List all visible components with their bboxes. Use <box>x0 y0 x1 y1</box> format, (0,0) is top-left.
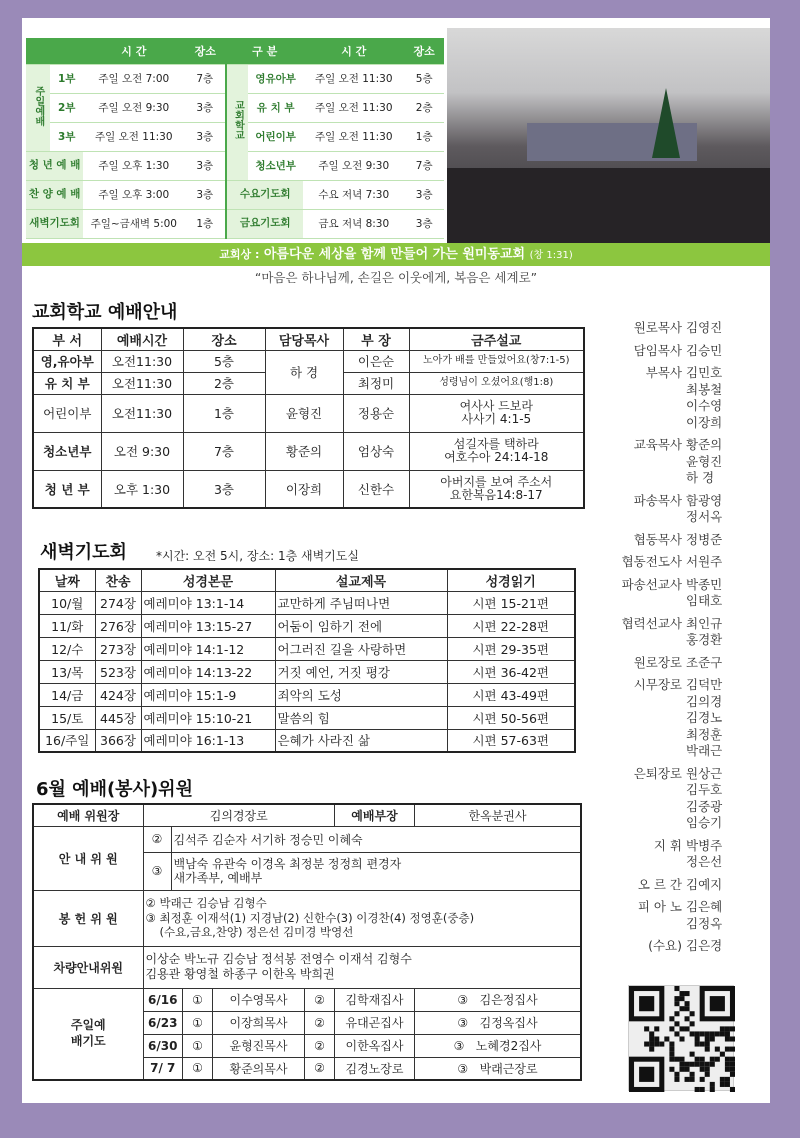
dept-cell: 청소년부 <box>33 432 101 470</box>
staff-name: 하 경 <box>686 470 715 485</box>
staff-names <box>686 320 766 337</box>
dawn-row <box>39 591 575 614</box>
worship-schedule-table <box>26 38 444 239</box>
worship-group-label: 주일예배 <box>26 64 50 151</box>
header-time-2: 시 간 <box>303 38 404 64</box>
row-time: 주일 오전 11:30 <box>303 64 404 93</box>
place-cell: 7층 <box>183 432 265 470</box>
row-label: 새벽기도회 <box>26 209 83 238</box>
staff-name: 정은선 <box>686 854 723 869</box>
staff-name: 서원주 <box>686 554 723 569</box>
prayer-date: 6/30 <box>143 1034 182 1057</box>
head-cell: 신한수 <box>343 470 409 508</box>
staff-names <box>686 554 766 571</box>
row-place: 5층 <box>404 64 444 93</box>
qr-code[interactable] <box>628 985 734 1091</box>
staff-name: 김중광 <box>686 798 723 814</box>
chair-label: 예배 위원장 <box>33 804 143 826</box>
row-place: 1층 <box>404 122 444 151</box>
staff-name: 원상근 <box>686 765 723 781</box>
staff-names <box>686 766 766 832</box>
row-label: 3부 <box>50 122 83 151</box>
sermon-cell: 노아가 배를 만들었어요(창7:1-5) <box>409 350 584 372</box>
prayer-num: ① <box>182 1011 212 1034</box>
date-cell: 12/수 <box>39 637 95 660</box>
header-place-2: 장소 <box>404 38 444 64</box>
staff-row <box>596 554 766 571</box>
dawn-row <box>39 683 575 706</box>
col-header: 성경읽기 <box>447 569 575 591</box>
row-time: 금요 저녁 8:30 <box>303 209 404 238</box>
guide-num: ③ <box>143 852 171 890</box>
row-time: 주일 오전 11:30 <box>303 122 404 151</box>
prayer-person: 김학재집사 <box>334 988 414 1011</box>
row-time: 주일 오전 9:30 <box>303 151 404 180</box>
staff-role: 파송목사 <box>633 492 682 508</box>
staff-name: 윤형진 <box>686 453 723 469</box>
staff-name: 정서옥 <box>686 509 723 524</box>
staff-name: 김정옥 <box>686 915 723 931</box>
row-label: 청 년 예 배 <box>26 151 83 180</box>
time-cell: 오전11:30 <box>101 350 183 372</box>
head-cell: 엄상숙 <box>343 432 409 470</box>
congregation <box>447 168 770 243</box>
hymn-cell: 523장 <box>95 660 141 683</box>
head-cell: 최정미 <box>343 372 409 394</box>
row-place: 2층 <box>404 93 444 122</box>
staff-name: 김덕만 <box>686 677 723 692</box>
dawn-row <box>39 614 575 637</box>
offering-names: ② 박래근 김승남 김형수 ③ 최정훈 이재석(1) 지경남(2) 신한수(3) 이경찬(4) 정영훈(중층) (수요,금요,찬양) 정은선 김미경 박영선 <box>143 890 581 946</box>
pastor-cell: 황준의 <box>265 432 343 470</box>
staff-name: 최인규 <box>686 615 723 631</box>
header-place: 장소 <box>184 38 226 64</box>
car-label: 차량안내위원 <box>33 946 143 988</box>
row-place: 7층 <box>404 151 444 180</box>
staff-role: 은퇴장로 <box>633 765 682 781</box>
col-header: 부 서 <box>33 328 101 350</box>
prayer-date: 6/23 <box>143 1011 182 1034</box>
row-time: 주일 오전 11:30 <box>83 122 184 151</box>
scripture-cell: 예레미야 14:1-12 <box>141 637 275 660</box>
row-label: 찬 양 예 배 <box>26 180 83 209</box>
staff-name: 김의경 <box>686 693 723 709</box>
prayer-num: ① <box>182 1057 212 1080</box>
row-place: 3층 <box>184 93 226 122</box>
prayer-date: 7/ 7 <box>143 1057 182 1080</box>
row-time: 주일 오후 1:30 <box>83 151 184 180</box>
place-cell: 3층 <box>183 470 265 508</box>
dawn-prayer-table <box>38 568 576 753</box>
dept-cell: 청 년 부 <box>33 470 101 508</box>
sermon-cell: 아버지를 보여 주소서 요한복음14:8-17 <box>409 470 584 508</box>
time-cell: 오전 9:30 <box>101 432 183 470</box>
staff-name: 조준구 <box>686 654 723 670</box>
staff-role: 협력선교사 <box>621 615 682 631</box>
staff-names <box>686 899 766 932</box>
qr-code-icon <box>629 986 735 1092</box>
sermon-cell: 성령님이 오셨어요(행1:8) <box>409 372 584 394</box>
staff-name: 황준의 <box>686 437 723 452</box>
place-cell: 2층 <box>183 372 265 394</box>
staff-role: 원로목사 <box>633 320 682 335</box>
col-header: 예배시간 <box>101 328 183 350</box>
scripture-cell: 예레미야 15:1-9 <box>141 683 275 706</box>
staff-name: 함광영 <box>686 492 723 508</box>
row-place: 3층 <box>184 122 226 151</box>
staff-names <box>686 655 766 672</box>
hymn-cell: 274장 <box>95 591 141 614</box>
date-cell: 10/월 <box>39 591 95 614</box>
staff-name: 김은혜 <box>686 899 723 914</box>
staff-names <box>686 493 766 526</box>
staff-row <box>596 766 766 832</box>
sermon-title-cell: 어둠이 임하기 전에 <box>275 614 447 637</box>
staff-names <box>686 938 766 955</box>
prayer-person: 황준의목사 <box>212 1057 304 1080</box>
staff-row <box>596 677 766 760</box>
prayer-date: 6/16 <box>143 988 182 1011</box>
row-place: 3층 <box>404 180 444 209</box>
staff-name: 정병준 <box>686 531 723 547</box>
prayer-num: ② <box>304 1011 334 1034</box>
sermon-title-cell: 거짓 예언, 거짓 평강 <box>275 660 447 683</box>
guide-label: 안 내 위 원 <box>33 826 143 890</box>
car-names: 이상순 박노규 김승남 정석봉 전영수 이재석 김형수 김용관 황영철 하종구 이한옥 박희권 <box>143 946 581 988</box>
time-cell: 오전11:30 <box>101 372 183 394</box>
prayer-label: 주일예배기도 <box>33 988 143 1080</box>
staff-names <box>686 343 766 360</box>
choir-photo <box>447 28 770 243</box>
staff-row <box>596 320 766 337</box>
row-time: 수요 저녁 7:30 <box>303 180 404 209</box>
school-group-label: 교회학교 <box>226 64 248 180</box>
scripture-cell: 예레미야 15:10-21 <box>141 706 275 729</box>
row-place: 3층 <box>184 151 226 180</box>
dept-cell: 영,유아부 <box>33 350 101 372</box>
staff-row <box>596 877 766 894</box>
row-label: 어린이부 <box>248 122 303 151</box>
sermon-cell: 섬길자를 택하라 여호수아 24:14-18 <box>409 432 584 470</box>
hymn-cell: 366장 <box>95 729 141 752</box>
prayer-person: 이수영목사 <box>212 988 304 1011</box>
col-header: 찬송 <box>95 569 141 591</box>
row-time: 주일 오전 11:30 <box>303 93 404 122</box>
staff-names <box>686 877 766 894</box>
dept-name: 한옥분권사 <box>414 804 581 826</box>
row-place: 1층 <box>184 209 226 238</box>
prayer-third: ③ 김정옥집사 <box>414 1011 581 1034</box>
sermon-title-cell: 교만하게 주님떠나면 <box>275 591 447 614</box>
staff-name: 박래근 <box>686 743 723 758</box>
date-cell: 13/목 <box>39 660 95 683</box>
staff-name: 김두호 <box>686 782 723 797</box>
section-title-committee: 6월 예배(봉사)위원 <box>36 779 193 800</box>
date-cell: 14/금 <box>39 683 95 706</box>
sermon-title-cell: 말씀의 힘 <box>275 706 447 729</box>
sermon-cell: 여사사 드보라 사사기 4:1-5 <box>409 394 584 432</box>
prayer-person: 이장희목사 <box>212 1011 304 1034</box>
staff-name: 이장희 <box>686 414 723 430</box>
staff-name: 김민호 <box>686 365 723 380</box>
scripture-cell: 예레미야 13:1-14 <box>141 591 275 614</box>
staff-row <box>596 655 766 672</box>
staff-name: 김승민 <box>686 342 723 358</box>
staff-role: 오 르 간 <box>637 876 682 892</box>
row-label: 2부 <box>50 93 83 122</box>
pastor-cell: 윤형진 <box>265 394 343 432</box>
staff-role: (수요) <box>648 938 682 953</box>
staff-name: 김경노 <box>686 710 723 725</box>
staff-row <box>596 838 766 871</box>
reading-cell: 시편 36-42편 <box>447 660 575 683</box>
date-cell: 16/주일 <box>39 729 95 752</box>
guide-num: ② <box>143 826 171 852</box>
reading-cell: 시편 43-49편 <box>447 683 575 706</box>
section-title-dawn: 새벽기도회 <box>40 542 127 563</box>
place-cell: 5층 <box>183 350 265 372</box>
church-motto: “마음은 하나님께, 손길은 이웃에게, 복음은 세계로” <box>254 270 538 285</box>
row-time: 주일 오전 9:30 <box>83 93 184 122</box>
prayer-third: ③ 박래근장로 <box>414 1057 581 1080</box>
staff-row <box>596 493 766 526</box>
staff-role: 교육목사 <box>633 437 682 452</box>
staff-name: 김영진 <box>686 320 723 335</box>
col-header: 성경본문 <box>141 569 275 591</box>
dept-label: 예배부장 <box>334 804 414 826</box>
staff-row <box>596 938 766 955</box>
staff-role: 피 아 노 <box>637 899 682 914</box>
prayer-person: 유대곤집사 <box>334 1011 414 1034</box>
staff-names <box>686 437 766 487</box>
row-place: 3층 <box>184 180 226 209</box>
header-category: 구 분 <box>226 38 303 64</box>
date-cell: 15/토 <box>39 706 95 729</box>
hymn-cell: 445장 <box>95 706 141 729</box>
staff-role: 협동목사 <box>633 531 682 547</box>
scripture-cell: 예레미야 13:15-27 <box>141 614 275 637</box>
staff-role: 협동전도사 <box>621 554 682 569</box>
col-header: 부 장 <box>343 328 409 350</box>
staff-name: 최정훈 <box>686 726 723 742</box>
dept-cell: 유 치 부 <box>33 372 101 394</box>
row-label: 영유아부 <box>248 64 303 93</box>
prayer-num: ① <box>182 1034 212 1057</box>
vision-text: 아름다운 세상을 함께 만들어 가는 원미동교회 <box>263 247 526 262</box>
staff-row <box>596 899 766 932</box>
sermon-title-cell: 어그러진 길을 사랑하면 <box>275 637 447 660</box>
scripture-cell: 예레미야 16:1-13 <box>141 729 275 752</box>
header-time: 시 간 <box>83 38 184 64</box>
dawn-row <box>39 637 575 660</box>
reading-cell: 시편 22-28편 <box>447 614 575 637</box>
guide-names: 백남숙 유관숙 이경옥 최정분 정정희 편경자 새가족부, 예배부 <box>171 852 581 890</box>
staff-role: 시무장로 <box>633 677 682 692</box>
hymn-cell: 276장 <box>95 614 141 637</box>
staff-name: 김예지 <box>686 876 723 892</box>
staff-name: 김은경 <box>686 938 723 953</box>
prayer-third: ③ 김은정집사 <box>414 988 581 1011</box>
staff-names <box>686 677 766 760</box>
col-header: 담당목사 <box>265 328 343 350</box>
row-label: 1부 <box>50 64 83 93</box>
row-label: 유 치 부 <box>248 93 303 122</box>
staff-row <box>596 577 766 610</box>
staff-name: 홍경환 <box>686 632 723 647</box>
staff-names <box>686 577 766 610</box>
row-place: 3층 <box>404 209 444 238</box>
head-cell: 이은순 <box>343 350 409 372</box>
vision-label: 교회상 : <box>219 248 260 261</box>
row-label: 금요기도회 <box>226 209 303 238</box>
head-cell: 정용순 <box>343 394 409 432</box>
staff-names <box>686 616 766 649</box>
chair-name: 김의경장로 <box>143 804 334 826</box>
reading-cell: 시편 50-56편 <box>447 706 575 729</box>
hymn-cell: 424장 <box>95 683 141 706</box>
col-header: 장소 <box>183 328 265 350</box>
staff-role: 원로장로 <box>633 654 682 670</box>
date-cell: 11/화 <box>39 614 95 637</box>
staff-name: 박종민 <box>686 576 723 592</box>
sermon-title-cell: 죄악의 도성 <box>275 683 447 706</box>
staff-name: 임승기 <box>686 815 723 830</box>
prayer-person: 윤형진목사 <box>212 1034 304 1057</box>
staff-role: 담임목사 <box>633 342 682 358</box>
staff-name: 임태호 <box>686 593 723 608</box>
row-label: 청소년부 <box>248 151 303 180</box>
time-cell: 오후 1:30 <box>101 470 183 508</box>
staff-row <box>596 365 766 431</box>
staff-name: 이수영 <box>686 398 723 413</box>
prayer-num: ① <box>182 988 212 1011</box>
prayer-num: ② <box>304 1034 334 1057</box>
row-time: 주일 오전 7:00 <box>83 64 184 93</box>
pastor-cell: 하 경 <box>265 350 343 394</box>
col-header: 날짜 <box>39 569 95 591</box>
section-title-school: 교회학교 예배안내 <box>32 302 178 323</box>
dawn-row <box>39 706 575 729</box>
staff-row <box>596 437 766 487</box>
prayer-person: 이한옥집사 <box>334 1034 414 1057</box>
hymn-cell: 273장 <box>95 637 141 660</box>
staff-role: 지 휘 <box>653 837 682 853</box>
staff-row <box>596 343 766 360</box>
dawn-row <box>39 660 575 683</box>
row-place: 7층 <box>184 64 226 93</box>
prayer-third: ③ 노혜경2집사 <box>414 1034 581 1057</box>
col-header: 금주설교 <box>409 328 584 350</box>
committee-table <box>32 803 582 1081</box>
reading-cell: 시편 57-63편 <box>447 729 575 752</box>
row-time: 주일~금새벽 5:00 <box>83 209 184 238</box>
row-label: 수요기도회 <box>226 180 303 209</box>
prayer-num: ② <box>304 988 334 1011</box>
christmas-tree <box>652 88 680 158</box>
dawn-row <box>39 729 575 752</box>
staff-role: 부목사 <box>645 365 682 380</box>
staff-role: 파송선교사 <box>621 576 682 592</box>
place-cell: 1층 <box>183 394 265 432</box>
staff-names <box>686 532 766 549</box>
guide-names: 김석주 김순자 서기하 정승민 이혜숙 <box>171 826 581 852</box>
col-header: 설교제목 <box>275 569 447 591</box>
staff-names <box>686 838 766 871</box>
offering-label: 봉 헌 위 원 <box>33 890 143 946</box>
vision-ref: (창 1:31) <box>529 250 573 261</box>
staff-row <box>596 532 766 549</box>
staff-row <box>596 616 766 649</box>
pastor-cell: 이장희 <box>265 470 343 508</box>
staff-names <box>686 365 766 431</box>
prayer-person: 김경노장로 <box>334 1057 414 1080</box>
staff-name: 최봉철 <box>686 381 723 397</box>
school-worship-table <box>32 327 585 509</box>
reading-cell: 시편 15-21편 <box>447 591 575 614</box>
staff-list <box>596 320 766 961</box>
row-time: 주일 오후 3:00 <box>83 180 184 209</box>
prayer-num: ② <box>304 1057 334 1080</box>
dawn-note: *시간: 오전 5시, 장소: 1층 새벽기도실 <box>156 549 359 563</box>
scripture-cell: 예레미야 14:13-22 <box>141 660 275 683</box>
dept-cell: 어린이부 <box>33 394 101 432</box>
sermon-title-cell: 은혜가 사라진 삶 <box>275 729 447 752</box>
staff-name: 박병주 <box>686 837 723 853</box>
reading-cell: 시편 29-35편 <box>447 637 575 660</box>
time-cell: 오전11:30 <box>101 394 183 432</box>
church-vision-banner <box>22 243 770 266</box>
